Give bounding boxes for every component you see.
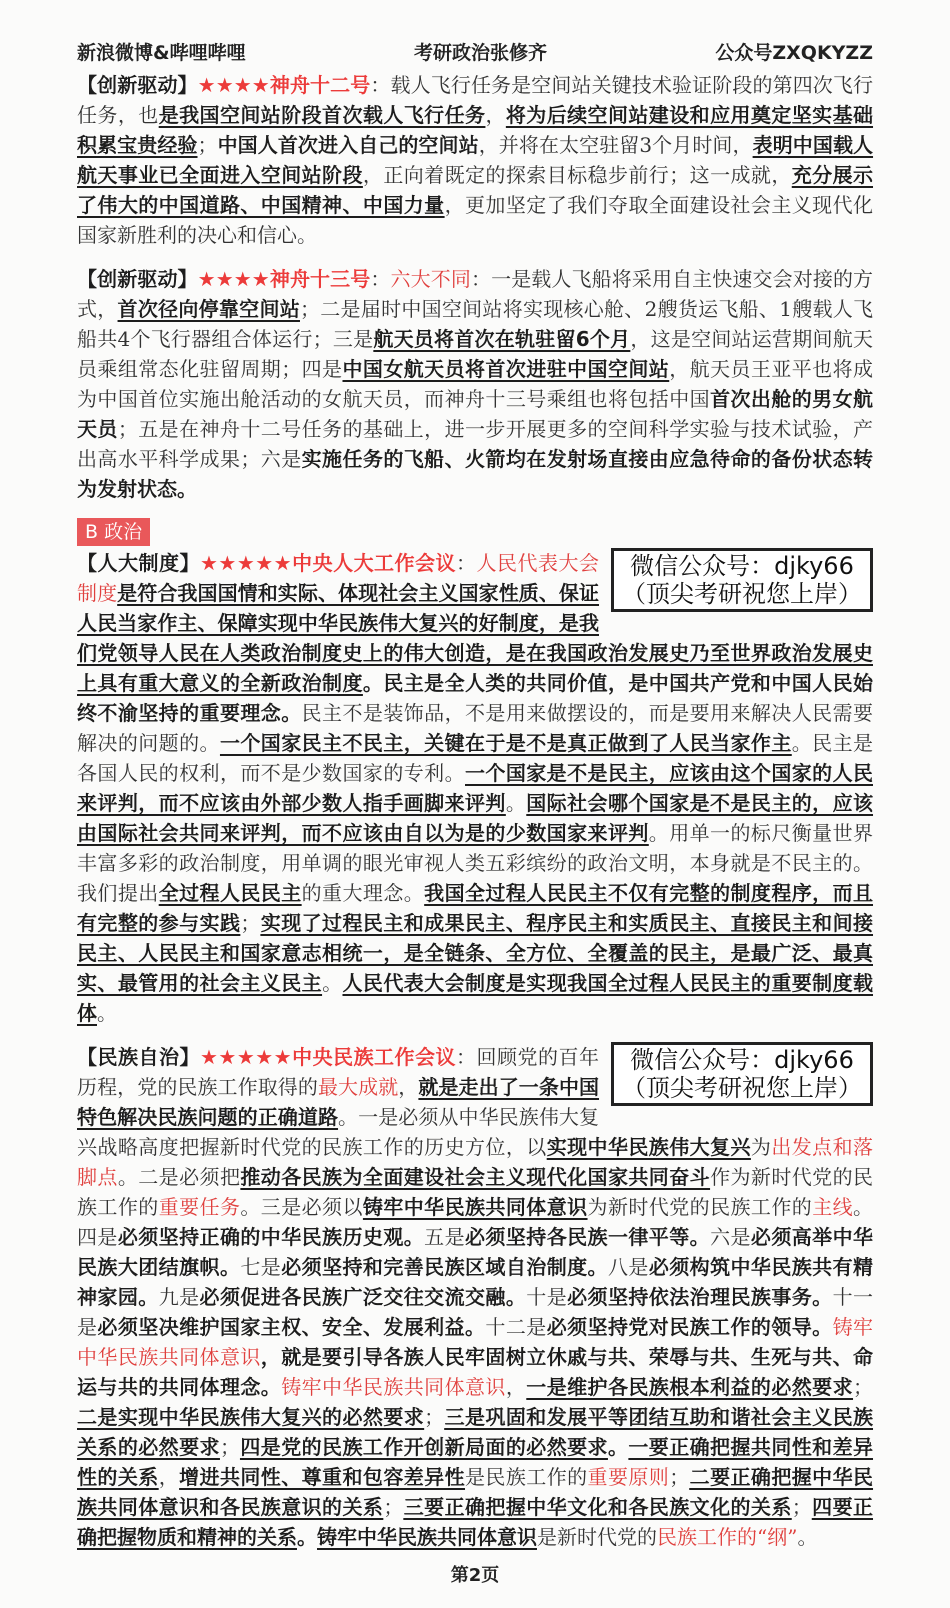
body-text: 。 bbox=[797, 1525, 818, 1549]
topic-title: ★★★★★中央民族工作会议 bbox=[199, 1045, 457, 1069]
paragraph-shenzhou-13 bbox=[77, 264, 873, 504]
body-text: ，更加坚定了我们夺取全面建设社会主义现代化国家新胜利的决心和信心。 bbox=[77, 193, 874, 247]
bold-text: 必须坚持和完善民族区域自治制度。 bbox=[281, 1255, 608, 1279]
underlined-key-point: 一要正确把握共同性和差异性的关系 bbox=[77, 1435, 874, 1489]
topic-title: ★★★★神舟十二号 bbox=[197, 73, 371, 97]
underlined-key-point: 实现中华民族伟大复兴 bbox=[546, 1135, 751, 1159]
red-highlight: 主线 bbox=[812, 1195, 854, 1219]
body-text: ； bbox=[197, 133, 218, 157]
watermark-stamp bbox=[611, 548, 873, 612]
body-text: ， bbox=[505, 1375, 527, 1399]
bold-text: 中国人首次进入自己的空间站 bbox=[217, 133, 479, 157]
body-text: ，并将在太空驻留3个月时间， bbox=[478, 133, 753, 157]
underlined-key-point: 表明中国载人航天事业已全面进入空间站阶段 bbox=[77, 133, 874, 187]
body-text: ；二是届时中国空间站将实现核心舱、2艘货运飞船、1艘载人飞船共4个飞行器组合体运行；三是 bbox=[77, 297, 874, 351]
bold-text: 实施任务的飞船、火箭均在发射场直接由应急待命的备份状态转为发射状态。 bbox=[77, 447, 874, 501]
header-center: 考研政治张修齐 bbox=[413, 42, 547, 64]
body-text: ；五是在神舟十二号任务的基础上，进一步开展更多的空间科学实验与技术试验，产出高水平科学成果；六是 bbox=[77, 417, 874, 471]
underlined-key-point: 我国全过程人民民主不仅有完整的制度程序，而且有完整的参与实践 bbox=[77, 881, 874, 935]
underlined-key-point: 实现了过程民主和成果民主、程序民主和实质民主、直接民主和间接民主、人民民主和国家意志相统一，是全链条、全方位、全覆盖的民主，是最广泛、最真实、最管用的社会主义民主 bbox=[77, 911, 874, 995]
topic-title: ★★★★★中央人大工作会议 bbox=[199, 551, 457, 575]
bold-text: 【人大制度】 bbox=[77, 551, 200, 575]
bold-text: 【民族自治】 bbox=[77, 1045, 200, 1069]
bold-text: 必须促进各民族广泛交往交流交融。 bbox=[199, 1285, 527, 1309]
bold-text: 必须坚持各民族一律平等。 bbox=[465, 1225, 711, 1249]
underlined-key-point: 四是党的民族工作开创新局面的必然要求 bbox=[239, 1435, 608, 1459]
stamp-line2: （顶尖考研祝您上岸） bbox=[622, 580, 862, 608]
body-text: 。 bbox=[505, 791, 527, 815]
underlined-key-point: 就是走出了一条中国特色解决民族问题的正确道路 bbox=[77, 1075, 600, 1129]
body-text: 为 bbox=[750, 1135, 772, 1159]
paragraph-ethnic-text bbox=[77, 1045, 873, 1549]
underlined-key-point: 是我国空间站阶段首次载人飞行任务 bbox=[158, 103, 486, 127]
topic-title: ★★★★神舟十三号 bbox=[197, 267, 371, 291]
section-heading bbox=[77, 518, 950, 548]
body-text: 是民族工作的 bbox=[465, 1465, 588, 1489]
section-badge: B 政治 bbox=[77, 518, 150, 546]
body-text: 民主不是装饰品，不是用来做摆设的，而是要用来解决人民需要解决的问题的。 bbox=[77, 701, 874, 755]
underlined-key-point: 将为后续空间站建设和应用奠定坚实基础积累宝贵经验 bbox=[77, 103, 874, 157]
body-text: 。二是必须把 bbox=[117, 1165, 241, 1189]
body-text: ：载人飞行任务是空间站关键技术验证阶段的第四次飞行任务，也 bbox=[77, 73, 874, 127]
body-text: 的重大理念。 bbox=[301, 881, 425, 905]
bold-text: 。 bbox=[297, 1525, 317, 1549]
body-text: ： bbox=[370, 267, 391, 291]
underlined-key-point: 一个国家民主不民主，关键在于是不是真正做到了人民当家作主 bbox=[219, 731, 792, 755]
body-text: ； bbox=[853, 1375, 874, 1399]
body-text: 十是 bbox=[526, 1285, 568, 1309]
body-text: ， bbox=[485, 103, 506, 127]
body-text: ； bbox=[791, 1495, 812, 1519]
paragraph-npc-text bbox=[77, 551, 873, 1025]
bold-text: 必须坚持党对民族工作的领导。 bbox=[546, 1315, 833, 1339]
page-number: 第2页 bbox=[450, 1565, 500, 1586]
bold-text: 必须坚持正确的中华民族历史观。 bbox=[117, 1225, 425, 1249]
red-highlight: 重要任务 bbox=[158, 1195, 241, 1219]
paragraph-npc-system bbox=[77, 548, 873, 1028]
underlined-key-point: 推动各民族为全面建设社会主义现代化国家共同奋斗 bbox=[240, 1165, 711, 1189]
bold-text: 【创新驱动】 bbox=[77, 73, 198, 97]
body-text: 。一是必须从中华民族伟大复兴战略高度把握新时代党的民族工作的历史方位，以 bbox=[77, 1105, 600, 1159]
paragraph-ethnic-autonomy bbox=[77, 1042, 873, 1552]
underlined-key-point: 人民代表大会制度是实现我国全过程人民民主的重要制度载体 bbox=[77, 971, 874, 1025]
body-text: 十二是 bbox=[485, 1315, 547, 1339]
watermark-stamp bbox=[611, 1042, 873, 1106]
body-text: ： bbox=[456, 551, 477, 575]
body-text: 是新时代党的 bbox=[537, 1525, 657, 1549]
body-text: 十一是 bbox=[77, 1285, 874, 1339]
underlined-key-point: 铸牢中华民族共同体意识 bbox=[317, 1525, 537, 1549]
underlined-key-point: 二要正确把握中华民族共同体意识和各民族意识的关系 bbox=[77, 1465, 874, 1519]
header-right: 公众号ZXQKYZZ bbox=[715, 42, 873, 64]
red-highlight: 民族工作的“纲” bbox=[657, 1525, 798, 1549]
bold-text: 。 bbox=[607, 1435, 629, 1459]
body-text: ：回顾党的百年历程，党的民族工作取得的 bbox=[77, 1045, 600, 1099]
underlined-key-point: 四要正确把握物质和精神的关系 bbox=[77, 1495, 874, 1549]
underlined-key-point: 是符合我国国情和实际、体现社会主义国家性质、保证人民当家作主、保障实现中华民族伟大复兴的好制度，是我们党领导人民在人类政治制度史上的伟大创造，是在我国政治发展史乃至世界政治发展史上具有重大意义的全新政治制度 bbox=[77, 581, 873, 695]
red-highlight: 重要原则 bbox=[587, 1465, 670, 1489]
body-text: 七是 bbox=[240, 1255, 282, 1279]
red-highlight: 铸牢中华民族共同体意识 bbox=[281, 1375, 506, 1399]
bold-text: 。民主是全人类的共同价值，是中国共产党和中国人民始终不渝坚持的重要理念。 bbox=[77, 671, 874, 725]
red-highlight: 铸牢中华民族共同体意识 bbox=[77, 1315, 874, 1369]
body-text: ：一是载人飞船将采用自主快速交会对接的方式， bbox=[77, 267, 874, 321]
body-text: 九是 bbox=[158, 1285, 200, 1309]
bold-text: 必须坚持依法治理民族事务。 bbox=[567, 1285, 833, 1309]
underlined-key-point: 铸牢中华民族共同体意识 bbox=[362, 1195, 588, 1219]
body-text: 。用单一的标尺衡量世界丰富多彩的政治制度，用单调的眼光审视人类五彩缤纷的政治文明，本身就是不民主的。我们提出 bbox=[77, 821, 874, 905]
red-highlight: 人民代表大会制度 bbox=[77, 551, 600, 605]
bold-text: 必须坚决维护国家主权、安全、发展利益。 bbox=[97, 1315, 486, 1339]
page-header bbox=[77, 40, 873, 66]
underlined-key-point: 国际社会哪个国家是不是民主的，应该由国际社会共同来评判，而不应该由自以为是的少数国家来评判 bbox=[77, 791, 874, 845]
stamp-line2: （顶尖考研祝您上岸） bbox=[622, 1074, 862, 1102]
body-text: ， bbox=[158, 1465, 180, 1489]
bold-text: 【创新驱动】 bbox=[77, 267, 198, 291]
body-text: ； bbox=[424, 1405, 445, 1429]
body-text: ； bbox=[240, 911, 261, 935]
body-text: 。 bbox=[97, 1001, 117, 1025]
body-text: ； bbox=[219, 1435, 240, 1459]
body-text: ； bbox=[383, 1495, 404, 1519]
underlined-key-point: 首次径向停靠空间站 bbox=[117, 297, 300, 321]
red-highlight: 出发点和落脚点 bbox=[77, 1135, 874, 1189]
stamp-line1: 微信公众号：djky66 bbox=[630, 1046, 854, 1074]
underlined-key-point: 三是巩固和发展平等团结互助和谐社会主义民族关系的必然要求 bbox=[77, 1405, 874, 1459]
red-highlight: 六大不同 bbox=[390, 267, 471, 291]
bold-text: 必须高举中华民族大团结旗帜。 bbox=[77, 1225, 874, 1279]
body-text: 。四是 bbox=[77, 1195, 874, 1249]
body-text: ，航天员王亚平也将成为中国首位实施出舱活动的女航天员，而神舟十三号乘组也将包括中国 bbox=[77, 357, 874, 411]
body-text: 。三是必须以 bbox=[240, 1195, 363, 1219]
underlined-key-point: 充分展示了伟大的中国道路、中国精神、中国力量 bbox=[77, 163, 874, 217]
body-text: 六是 bbox=[710, 1225, 751, 1249]
paragraph-shenzhou-12 bbox=[77, 70, 873, 250]
underlined-key-point: 中国女航天员将首次进驻中国空间站 bbox=[342, 357, 670, 381]
body-text: ，这是空间站运营期间航天员乘组常态化驻留周期；四是 bbox=[77, 327, 873, 381]
underlined-key-point: 二是实现中华民族伟大复兴的必然要求 bbox=[77, 1405, 425, 1429]
body-text: 。 bbox=[322, 971, 343, 995]
underlined-key-point: 航天员将首次在轨驻留6个月 bbox=[373, 327, 631, 351]
bold-text: ，就是要引导各族人民牢固树立休戚与共、荣辱与共、生死与共、命运与共的共同体理念。 bbox=[77, 1345, 874, 1399]
body-text: ，正向着既定的探索目标稳步前行；这一成就， bbox=[362, 163, 792, 187]
body-text: 五是 bbox=[424, 1225, 466, 1249]
underlined-key-point: 增进共同性、尊重和包容差异性 bbox=[179, 1465, 466, 1489]
body-text: 作为新时代党的民族工作的 bbox=[77, 1165, 874, 1219]
red-highlight: 最大成就 bbox=[317, 1075, 399, 1099]
body-text: 。民主是各国人民的权利，而不是少数国家的专利。 bbox=[77, 731, 874, 785]
body-text: ； bbox=[669, 1465, 690, 1489]
bold-text: 必须构筑中华民族共有精神家园。 bbox=[77, 1255, 874, 1309]
body-text: 为新时代党的民族工作的 bbox=[587, 1195, 813, 1219]
underlined-key-point: 一个国家是不是民主，应该由这个国家的人民来评判，而不应该由外部少数人指手画脚来评判 bbox=[77, 761, 873, 815]
underlined-key-point: 三要正确把握中华文化和各民族文化的关系 bbox=[403, 1495, 792, 1519]
bold-text: 首次出舱的男女航天员 bbox=[77, 387, 874, 441]
underlined-key-point: 一是维护各民族根本利益的必然要求 bbox=[526, 1375, 854, 1399]
body-text: 八是 bbox=[607, 1255, 649, 1279]
underlined-key-point: 全过程人民民主 bbox=[158, 881, 302, 905]
body-text: ， bbox=[398, 1075, 419, 1099]
stamp-line1: 微信公众号：djky66 bbox=[630, 552, 854, 580]
header-left: 新浪微博&哔哩哔哩 bbox=[77, 42, 246, 64]
